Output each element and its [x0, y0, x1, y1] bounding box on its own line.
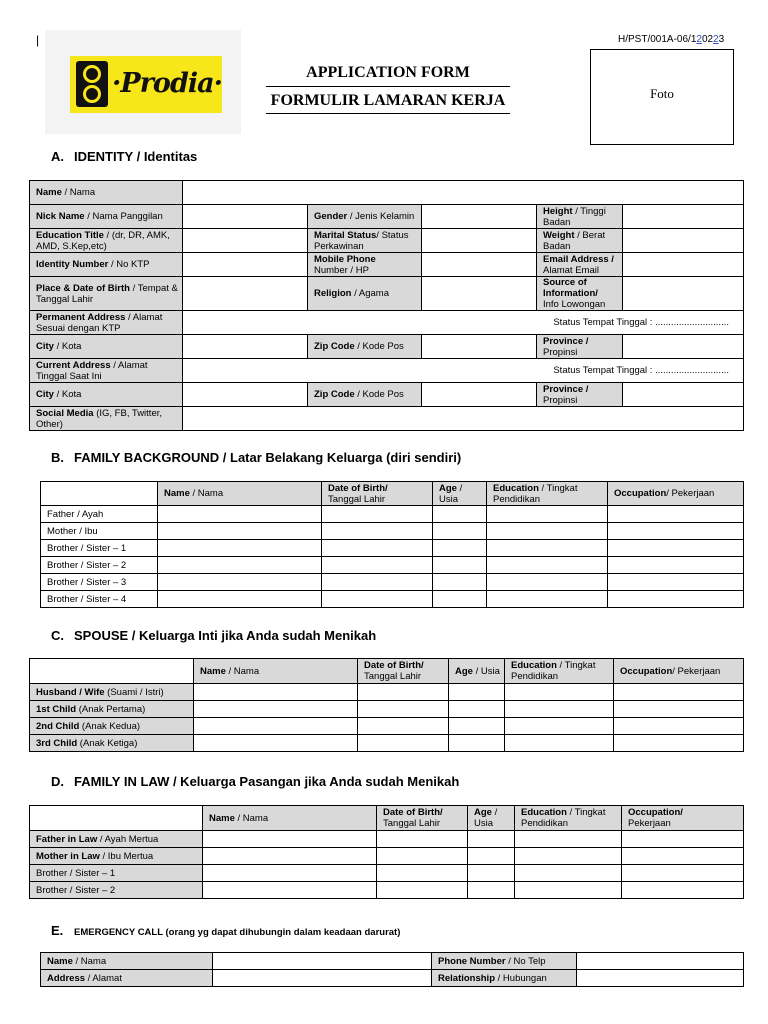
label-height: Height / Tinggi Badan — [537, 205, 623, 229]
label-emergency-phone: Phone Number / No Telp — [432, 953, 577, 970]
table-row — [41, 574, 744, 591]
input-emergency-relationship[interactable] — [577, 970, 744, 987]
row-label: Brother / Sister – 3 — [41, 574, 158, 591]
table-row — [30, 718, 744, 735]
cell-input[interactable] — [203, 865, 377, 882]
section-a-title: A. IDENTITY / Identitas — [51, 149, 198, 164]
table-row — [30, 684, 744, 701]
label-source-of-information: Source of Information/ Info Lowongan — [537, 277, 623, 311]
header-name: Name / Nama — [194, 659, 358, 684]
photo-box[interactable] — [590, 49, 734, 145]
cell-input[interactable] — [608, 523, 744, 540]
cell-input[interactable] — [377, 831, 468, 848]
cell-input[interactable] — [322, 557, 433, 574]
cell-input[interactable] — [487, 591, 608, 608]
header-occupation: Occupation/ Pekerjaan — [622, 806, 744, 831]
header-education: Education / Tingkat Pendidikan — [515, 806, 622, 831]
title-indonesian: FORMULIR LAMARAN KERJA — [270, 92, 506, 109]
label-social-media: Social Media (IG, FB, Twitter, Other) — [30, 407, 183, 431]
cell-input[interactable] — [433, 540, 487, 557]
table-row — [30, 701, 744, 718]
input-place-date-of-birth[interactable] — [183, 277, 308, 311]
title-underline — [266, 113, 510, 114]
cell-input[interactable] — [622, 848, 744, 865]
status-tempat-tinggal-current: Status Tempat Tinggal : ............................ — [553, 365, 729, 376]
input-city-current[interactable] — [183, 383, 308, 407]
input-email[interactable] — [623, 253, 744, 277]
input-religion[interactable] — [422, 277, 537, 311]
row-label: Mother in Law / Ibu Mertua — [30, 848, 203, 865]
row-label: Father / Ayah — [41, 506, 158, 523]
input-social-media[interactable] — [183, 407, 744, 431]
cell-input[interactable] — [614, 718, 744, 735]
prodia-logo — [70, 56, 222, 113]
cell-input[interactable] — [377, 882, 468, 899]
row-label: 2nd Child (Anak Kedua) — [30, 718, 194, 735]
input-current-address[interactable] — [183, 359, 744, 383]
cell-input[interactable] — [194, 684, 358, 701]
emergency-table — [40, 952, 744, 987]
input-zip-code-current[interactable] — [422, 383, 537, 407]
cell-input[interactable] — [158, 557, 322, 574]
input-height[interactable] — [623, 205, 744, 229]
document-code: H/PST/001A-06/120223 — [618, 34, 725, 45]
header-education: Education / Tingkat Pendidikan — [487, 482, 608, 506]
row-label: 1st Child (Anak Pertama) — [30, 701, 194, 718]
cell-input[interactable] — [608, 540, 744, 557]
label-city-current: City / Kota — [30, 383, 183, 407]
cell-input[interactable] — [608, 591, 744, 608]
section-b-title: B. FAMILY BACKGROUND / Latar Belakang Keluarga (diri sendiri) — [51, 450, 462, 465]
prodia-logo-text: ·Prodia· — [112, 68, 222, 99]
header-dob: Date of Birth/ Tanggal Lahir — [322, 482, 433, 506]
input-identity-number[interactable] — [183, 253, 308, 277]
cell-input[interactable] — [505, 718, 614, 735]
input-education-title[interactable] — [183, 229, 308, 253]
cell-input[interactable] — [622, 831, 744, 848]
row-label: Brother / Sister – 2 — [30, 882, 203, 899]
header-dob: Date of Birth/ Tanggal Lahir — [358, 659, 449, 684]
row-label: 3rd Child (Anak Ketiga) — [30, 735, 194, 752]
input-source-of-information[interactable] — [623, 277, 744, 311]
cell-input[interactable] — [158, 574, 322, 591]
label-current-address: Current Address / Alamat Tinggal Saat Ini — [30, 359, 183, 383]
table-row — [30, 882, 744, 899]
input-weight[interactable] — [623, 229, 744, 253]
cell-input[interactable] — [322, 523, 433, 540]
section-d-title: D. FAMILY IN LAW / Keluarga Pasangan jika Anda sudah Menikah — [51, 774, 460, 789]
cell-input[interactable] — [358, 735, 449, 752]
label-province: Province / Propinsi — [537, 335, 623, 359]
cell-input[interactable] — [608, 506, 744, 523]
header-age: Age / Usia — [449, 659, 505, 684]
cell-input[interactable] — [487, 506, 608, 523]
input-emergency-address[interactable] — [213, 970, 432, 987]
label-emergency-name: Name / Nama — [41, 953, 213, 970]
cell-input[interactable] — [203, 848, 377, 865]
table-row — [41, 557, 744, 574]
header-name: Name / Nama — [203, 806, 377, 831]
label-weight: Weight / Berat Badan — [537, 229, 623, 253]
cell-input[interactable] — [158, 591, 322, 608]
header-occupation: Occupation/ Pekerjaan — [614, 659, 744, 684]
cell-input[interactable] — [468, 831, 515, 848]
table-row — [41, 523, 744, 540]
header-age: Age / Usia — [468, 806, 515, 831]
cell-input[interactable] — [433, 523, 487, 540]
identity-table — [29, 180, 744, 431]
label-gender: Gender / Jenis Kelamin — [308, 205, 422, 229]
cell-input[interactable] — [158, 523, 322, 540]
input-name[interactable] — [183, 181, 744, 205]
section-e-title: E. EMERGENCY CALL (orang yg dapat dihubungin dalam keadaan darurat) — [51, 923, 401, 938]
row-label: Brother / Sister – 2 — [41, 557, 158, 574]
cell-input[interactable] — [322, 540, 433, 557]
input-province[interactable] — [623, 335, 744, 359]
input-emergency-name[interactable] — [213, 953, 432, 970]
row-label: Brother / Sister – 1 — [30, 865, 203, 882]
cell-input[interactable] — [433, 557, 487, 574]
header-age: Age / Usia — [433, 482, 487, 506]
cell-input[interactable] — [194, 718, 358, 735]
row-label: Mother / Ibu — [41, 523, 158, 540]
status-tempat-tinggal: Status Tempat Tinggal : ............................ — [553, 317, 729, 328]
cell-input[interactable] — [614, 684, 744, 701]
label-name: Name / Nama — [30, 181, 183, 205]
cell-input[interactable] — [468, 848, 515, 865]
cell-input[interactable] — [505, 684, 614, 701]
input-province-current[interactable] — [623, 383, 744, 407]
input-zip-code[interactable] — [422, 335, 537, 359]
table-row — [30, 848, 744, 865]
cell-input[interactable] — [203, 831, 377, 848]
label-zip-code-current: Zip Code / Kode Pos — [308, 383, 422, 407]
label-province-current: Province / Propinsi — [537, 383, 623, 407]
cell-input[interactable] — [433, 506, 487, 523]
cell-input[interactable] — [608, 557, 744, 574]
row-label: Brother / Sister – 1 — [41, 540, 158, 557]
table-row — [30, 865, 744, 882]
cell-input[interactable] — [622, 882, 744, 899]
row-label: Brother / Sister – 4 — [41, 591, 158, 608]
table-row — [41, 540, 744, 557]
row-label: Husband / Wife (Suami / Istri) — [30, 684, 194, 701]
cell-input[interactable] — [515, 882, 622, 899]
input-marital-status[interactable] — [422, 229, 537, 253]
cell-input[interactable] — [194, 701, 358, 718]
label-marital-status: Marital Status/ Status Perkawinan — [308, 229, 422, 253]
label-education-title: Education Title / (dr, DR, AMK, AMD, S.Kep,etc) — [30, 229, 183, 253]
header-education: Education / Tingkat Pendidikan — [505, 659, 614, 684]
label-email: Email Address / Alamat Email — [537, 253, 623, 277]
label-religion: Religion / Agama — [308, 277, 422, 311]
title-english: APPLICATION FORM — [306, 64, 470, 81]
label-nick-name: Nick Name / Nama Panggilan — [30, 205, 183, 229]
cell-input[interactable] — [487, 523, 608, 540]
header-occupation: Occupation/ Pekerjaan — [608, 482, 744, 506]
cell-input[interactable] — [505, 735, 614, 752]
label-city: City / Kota — [30, 335, 183, 359]
cell-input[interactable] — [322, 506, 433, 523]
family-background-table — [40, 481, 744, 608]
input-gender[interactable] — [422, 205, 537, 229]
cell-input[interactable] — [158, 506, 322, 523]
prodia-logo-mark — [76, 61, 108, 107]
cell-input[interactable] — [515, 865, 622, 882]
label-mobile-phone: Mobile Phone Number / HP — [308, 253, 422, 277]
family-in-law-table — [29, 805, 744, 899]
title-rule — [266, 86, 510, 87]
cell-input[interactable] — [377, 848, 468, 865]
label-place-date-of-birth: Place & Date of Birth / Tempat & Tanggal Lahir — [30, 277, 183, 311]
header-dob: Date of Birth/ Tanggal Lahir — [377, 806, 468, 831]
cell-input[interactable] — [614, 735, 744, 752]
label-emergency-address: Address / Alamat — [41, 970, 213, 987]
row-label: Father in Law / Ayah Mertua — [30, 831, 203, 848]
cell-input[interactable] — [515, 831, 622, 848]
cell-input[interactable] — [322, 574, 433, 591]
cell-input[interactable] — [358, 701, 449, 718]
label-permanent-address: Permanent Address / Alamat Sesuai dengan KTP — [30, 311, 183, 335]
table-row — [30, 831, 744, 848]
spouse-table — [29, 658, 744, 752]
section-c-title: C. SPOUSE / Keluarga Inti jika Anda sudah Menikah — [51, 628, 377, 643]
table-row — [41, 591, 744, 608]
cell-input[interactable] — [158, 540, 322, 557]
table-row — [30, 735, 744, 752]
cell-input[interactable] — [203, 882, 377, 899]
input-city[interactable] — [183, 335, 308, 359]
label-emergency-relationship: Relationship / Hubungan — [432, 970, 577, 987]
cell-input[interactable] — [358, 684, 449, 701]
label-zip-code: Zip Code / Kode Pos — [308, 335, 422, 359]
cell-input[interactable] — [449, 701, 505, 718]
input-nick-name[interactable] — [183, 205, 308, 229]
cell-input[interactable] — [505, 701, 614, 718]
cell-input[interactable] — [194, 735, 358, 752]
input-mobile-phone[interactable] — [422, 253, 537, 277]
cell-input[interactable] — [468, 865, 515, 882]
table-row — [41, 506, 744, 523]
cell-input[interactable] — [449, 718, 505, 735]
input-emergency-phone[interactable] — [577, 953, 744, 970]
cell-input[interactable] — [449, 735, 505, 752]
cell-input[interactable] — [433, 591, 487, 608]
cell-input[interactable] — [614, 701, 744, 718]
cell-input[interactable] — [487, 540, 608, 557]
input-permanent-address[interactable] — [183, 311, 744, 335]
photo-label: Foto — [650, 86, 674, 101]
cell-input[interactable] — [608, 574, 744, 591]
cell-input[interactable] — [358, 718, 449, 735]
cell-input[interactable] — [487, 574, 608, 591]
cell-input[interactable] — [377, 865, 468, 882]
cell-input[interactable] — [468, 882, 515, 899]
cell-input[interactable] — [449, 684, 505, 701]
cell-input[interactable] — [322, 591, 433, 608]
cell-input[interactable] — [433, 574, 487, 591]
text-cursor: | — [36, 33, 40, 47]
header-name: Name / Nama — [158, 482, 322, 506]
cell-input[interactable] — [515, 848, 622, 865]
cell-input[interactable] — [622, 865, 744, 882]
cell-input[interactable] — [487, 557, 608, 574]
label-identity-number: Identity Number / No KTP — [30, 253, 183, 277]
